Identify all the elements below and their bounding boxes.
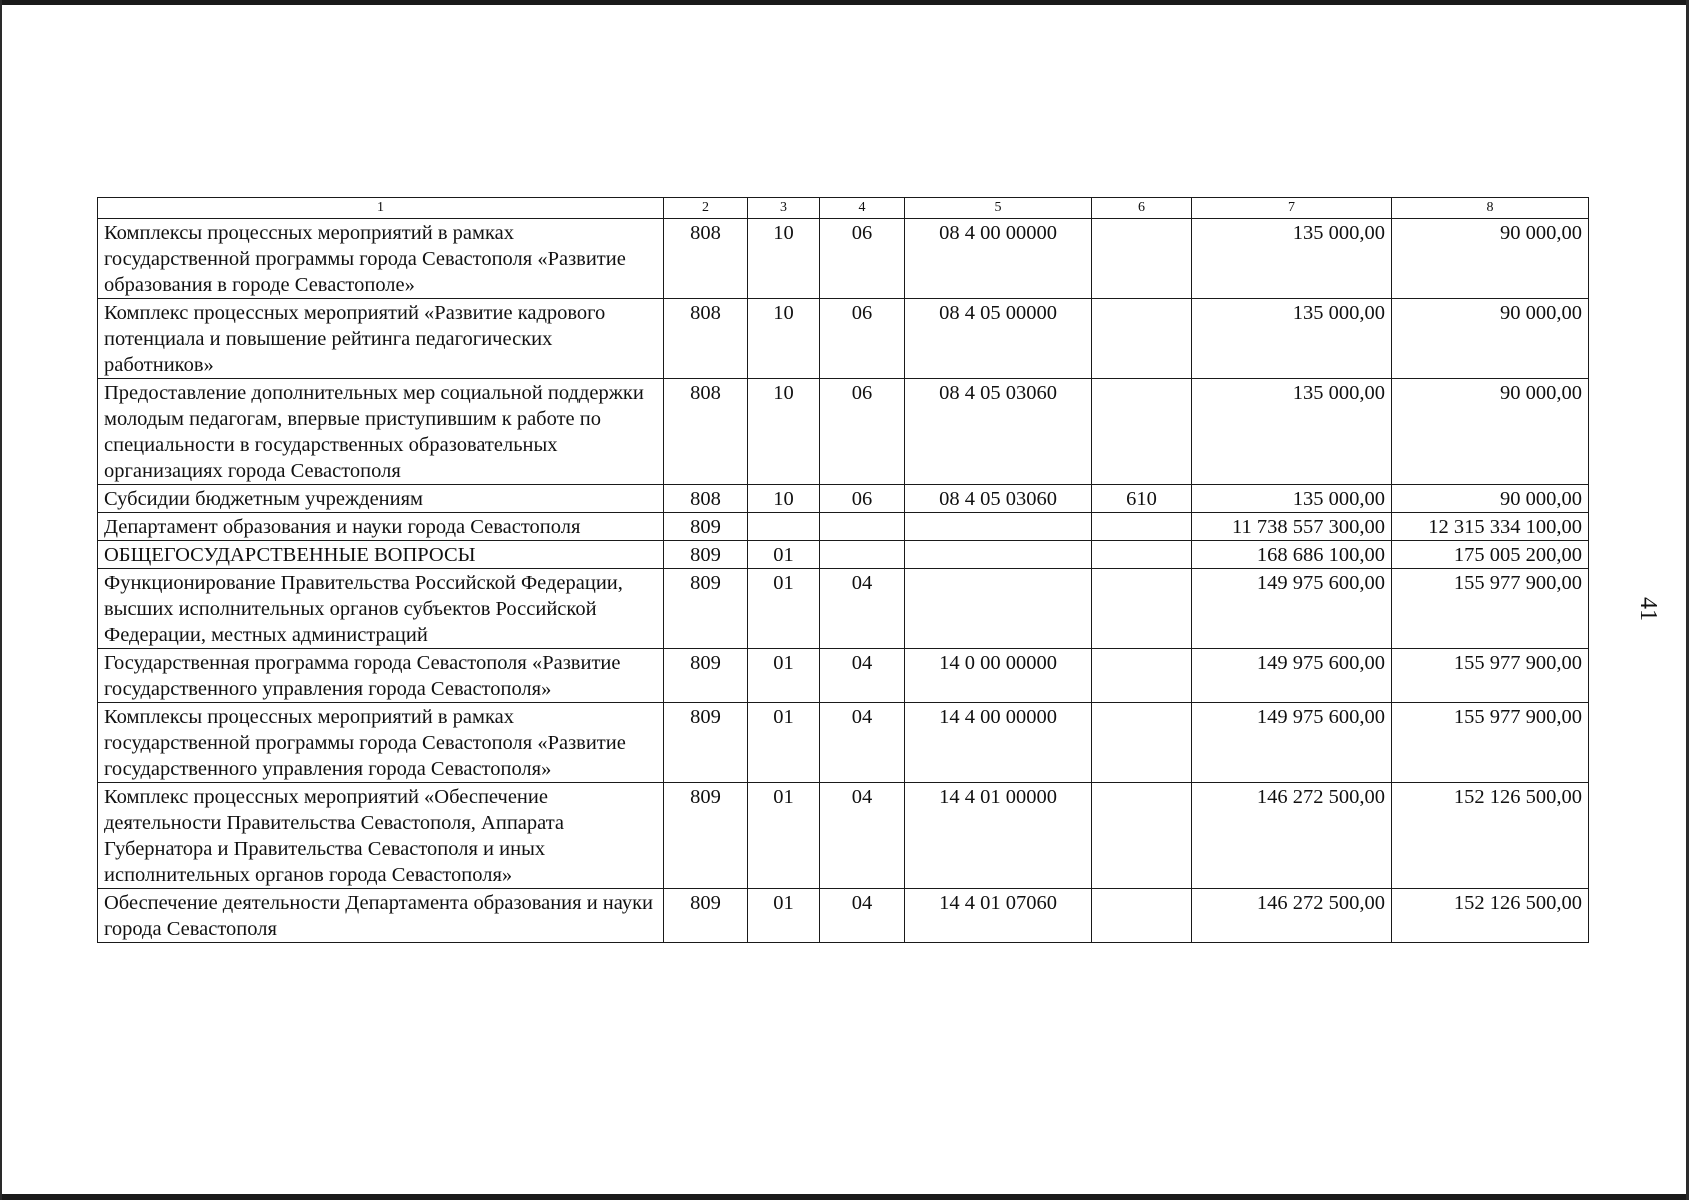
- cell-section-code: 10: [748, 379, 820, 485]
- cell-name: Комплексы процессных мероприятий в рамках государственной программы города Севастополя «Развитие образования в городе Севастополе»: [98, 219, 664, 299]
- cell-amount-year-2: 152 126 500,00: [1392, 783, 1589, 889]
- table-row: [98, 541, 1589, 569]
- cell-target-article: [905, 541, 1092, 569]
- cell-amount-year-2: 90 000,00: [1392, 485, 1589, 513]
- column-header: 5: [905, 198, 1092, 219]
- table-row: [98, 513, 1589, 541]
- table-row: [98, 219, 1589, 299]
- cell-amount-year-1: 135 000,00: [1192, 485, 1392, 513]
- cell-amount-year-2: 155 977 900,00: [1392, 569, 1589, 649]
- cell-section-code: 01: [748, 649, 820, 703]
- cell-name: Департамент образования и науки города Севастополя: [98, 513, 664, 541]
- cell-amount-year-1: 146 272 500,00: [1192, 889, 1392, 943]
- cell-section-code: 10: [748, 219, 820, 299]
- cell-section-code: 01: [748, 889, 820, 943]
- table-row: [98, 299, 1589, 379]
- cell-name: Государственная программа города Севастополя «Развитие государственного управления города Севастополя»: [98, 649, 664, 703]
- table-row: [98, 889, 1589, 943]
- cell-ministry-code: 808: [664, 299, 748, 379]
- table-row: [98, 485, 1589, 513]
- cell-subsection-code: [820, 541, 905, 569]
- cell-subsection-code: [820, 513, 905, 541]
- cell-target-article: 08 4 05 03060: [905, 379, 1092, 485]
- column-header: 4: [820, 198, 905, 219]
- cell-amount-year-1: 135 000,00: [1192, 379, 1392, 485]
- cell-expense-type: 610: [1092, 485, 1192, 513]
- cell-amount-year-2: 12 315 334 100,00: [1392, 513, 1589, 541]
- column-header: 6: [1092, 198, 1192, 219]
- cell-amount-year-2: 175 005 200,00: [1392, 541, 1589, 569]
- cell-name: Субсидии бюджетным учреждениям: [98, 485, 664, 513]
- column-header: 1: [98, 198, 664, 219]
- cell-ministry-code: 808: [664, 485, 748, 513]
- cell-ministry-code: 809: [664, 541, 748, 569]
- cell-expense-type: [1092, 541, 1192, 569]
- cell-amount-year-2: 155 977 900,00: [1392, 649, 1589, 703]
- cell-expense-type: [1092, 703, 1192, 783]
- cell-ministry-code: 809: [664, 783, 748, 889]
- cell-target-article: 14 4 01 00000: [905, 783, 1092, 889]
- header-row: [98, 198, 1589, 219]
- cell-target-article: 08 4 05 03060: [905, 485, 1092, 513]
- cell-amount-year-1: 146 272 500,00: [1192, 783, 1392, 889]
- cell-section-code: [748, 513, 820, 541]
- scan-border-top: [0, 0, 1689, 5]
- cell-name: Комплекс процессных мероприятий «Развитие кадрового потенциала и повышение рейтинга педагогических работников»: [98, 299, 664, 379]
- cell-name: Обеспечение деятельности Департамента образования и науки города Севастополя: [98, 889, 664, 943]
- cell-subsection-code: 04: [820, 569, 905, 649]
- cell-name: ОБЩЕГОСУДАРСТВЕННЫЕ ВОПРОСЫ: [98, 541, 664, 569]
- cell-section-code: 01: [748, 783, 820, 889]
- cell-amount-year-1: 149 975 600,00: [1192, 569, 1392, 649]
- table-body: [98, 219, 1589, 943]
- cell-amount-year-1: 11 738 557 300,00: [1192, 513, 1392, 541]
- cell-name: Функционирование Правительства Российской Федерации, высших исполнительных органов субъектов Российской Федерации, местных администраций: [98, 569, 664, 649]
- cell-amount-year-2: 152 126 500,00: [1392, 889, 1589, 943]
- cell-amount-year-1: 149 975 600,00: [1192, 649, 1392, 703]
- cell-name: Комплекс процессных мероприятий «Обеспечение деятельности Правительства Севастополя, Аппарата Губернатора и Правительства Севастополя и иных исполнительных органов города Севастополя»: [98, 783, 664, 889]
- cell-subsection-code: 04: [820, 889, 905, 943]
- cell-target-article: [905, 569, 1092, 649]
- column-header: 2: [664, 198, 748, 219]
- cell-subsection-code: 06: [820, 379, 905, 485]
- cell-target-article: 14 4 01 07060: [905, 889, 1092, 943]
- cell-expense-type: [1092, 299, 1192, 379]
- cell-expense-type: [1092, 889, 1192, 943]
- cell-name: Комплексы процессных мероприятий в рамках государственной программы города Севастополя «Развитие государственного управления города Севастополя»: [98, 703, 664, 783]
- table-row: [98, 703, 1589, 783]
- scan-border-left: [0, 0, 2, 1200]
- table-row: [98, 649, 1589, 703]
- cell-ministry-code: 809: [664, 703, 748, 783]
- cell-ministry-code: 808: [664, 219, 748, 299]
- cell-amount-year-1: 135 000,00: [1192, 219, 1392, 299]
- cell-subsection-code: 06: [820, 485, 905, 513]
- cell-section-code: 10: [748, 299, 820, 379]
- cell-amount-year-2: 155 977 900,00: [1392, 703, 1589, 783]
- cell-expense-type: [1092, 569, 1192, 649]
- cell-target-article: 08 4 00 00000: [905, 219, 1092, 299]
- table-row: [98, 379, 1589, 485]
- cell-expense-type: [1092, 783, 1192, 889]
- cell-expense-type: [1092, 219, 1192, 299]
- cell-section-code: 10: [748, 485, 820, 513]
- cell-amount-year-1: 168 686 100,00: [1192, 541, 1392, 569]
- budget-table: [97, 197, 1589, 943]
- cell-ministry-code: 809: [664, 569, 748, 649]
- cell-expense-type: [1092, 379, 1192, 485]
- cell-amount-year-1: 149 975 600,00: [1192, 703, 1392, 783]
- cell-section-code: 01: [748, 569, 820, 649]
- cell-ministry-code: 808: [664, 379, 748, 485]
- cell-target-article: 08 4 05 00000: [905, 299, 1092, 379]
- cell-target-article: 14 0 00 00000: [905, 649, 1092, 703]
- cell-subsection-code: 04: [820, 783, 905, 889]
- table-row: [98, 569, 1589, 649]
- cell-ministry-code: 809: [664, 889, 748, 943]
- cell-ministry-code: 809: [664, 649, 748, 703]
- cell-amount-year-2: 90 000,00: [1392, 299, 1589, 379]
- column-header: 3: [748, 198, 820, 219]
- column-header: 7: [1192, 198, 1392, 219]
- cell-amount-year-2: 90 000,00: [1392, 219, 1589, 299]
- cell-section-code: 01: [748, 703, 820, 783]
- scan-border-bottom: [0, 1194, 1689, 1200]
- cell-subsection-code: 04: [820, 703, 905, 783]
- cell-subsection-code: 04: [820, 649, 905, 703]
- page-number: 41: [1635, 597, 1661, 621]
- cell-expense-type: [1092, 513, 1192, 541]
- cell-expense-type: [1092, 649, 1192, 703]
- cell-name: Предоставление дополнительных мер социальной поддержки молодым педагогам, впервые приступившим к работе по специальности в государственных образовательных организациях города Севастополя: [98, 379, 664, 485]
- cell-subsection-code: 06: [820, 219, 905, 299]
- column-header: 8: [1392, 198, 1589, 219]
- cell-target-article: 14 4 00 00000: [905, 703, 1092, 783]
- cell-section-code: 01: [748, 541, 820, 569]
- cell-ministry-code: 809: [664, 513, 748, 541]
- cell-target-article: [905, 513, 1092, 541]
- cell-amount-year-2: 90 000,00: [1392, 379, 1589, 485]
- table-row: [98, 783, 1589, 889]
- cell-subsection-code: 06: [820, 299, 905, 379]
- cell-amount-year-1: 135 000,00: [1192, 299, 1392, 379]
